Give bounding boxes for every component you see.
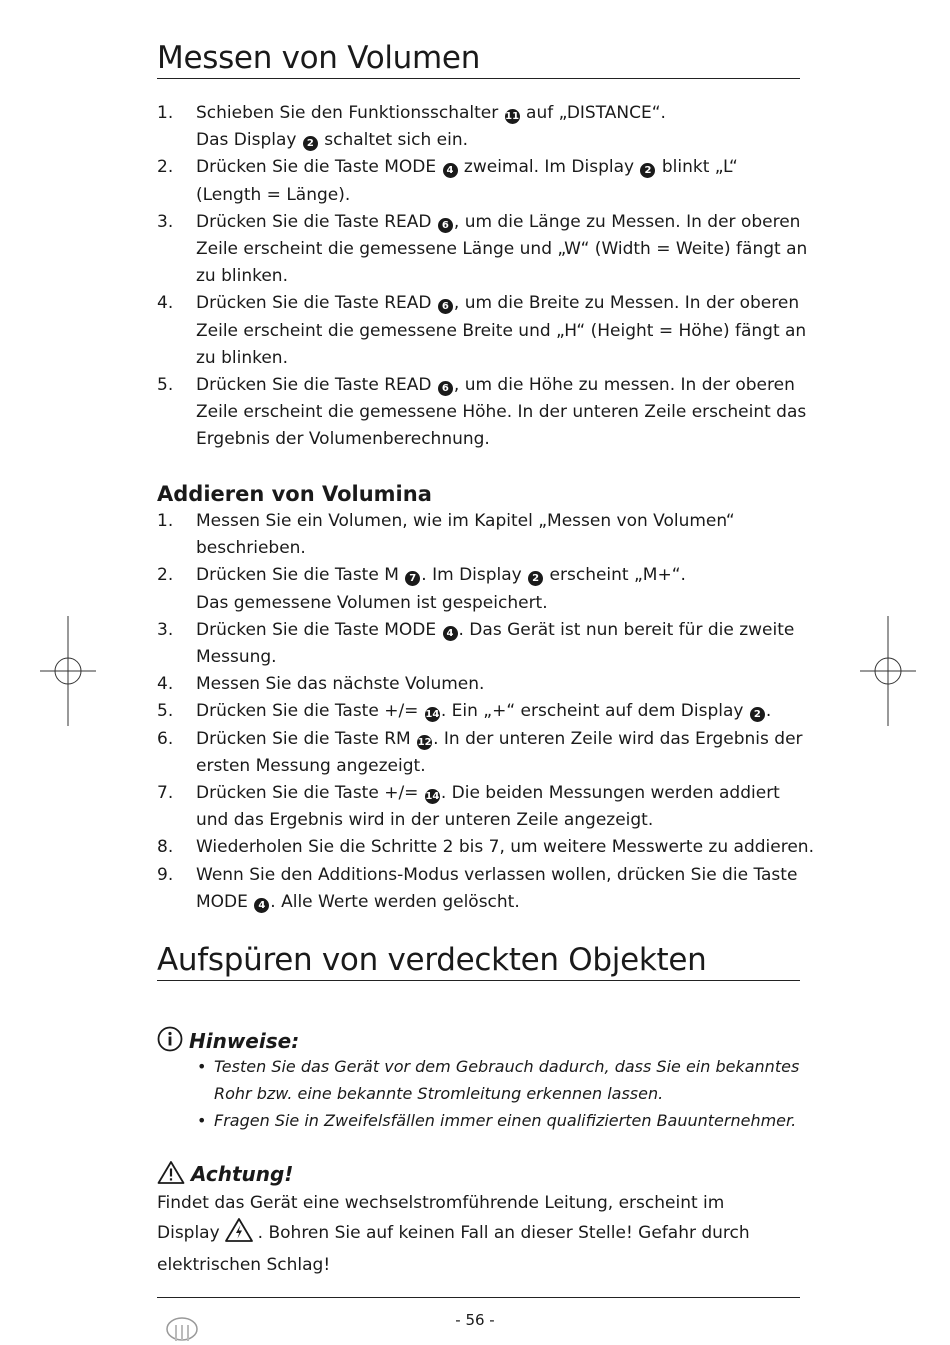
warning-triangle-icon [157,1160,185,1191]
hint-item [197,1053,807,1107]
step-text: Drücken Sie die Taste MODE [196,619,442,640]
section-title-messen-von-volumen: Messen von Volumen [157,38,800,79]
part-reference-number: 6 [438,381,453,396]
part-reference-number: 4 [443,163,458,178]
hint-text: Testen Sie das Gerät vor dem Gebrauch dadurch, dass Sie ein bekanntes Rohr bzw. eine bekannte Stromleitung erkennen lassen. [214,1057,800,1104]
footer-rule [157,1297,800,1298]
step-number: 2. [157,157,174,178]
list-item [157,834,817,861]
step-text: Wiederholen Sie die Schritte 2 bis 7, um weitere Messwerte zu addieren. [196,837,814,858]
part-reference-number: 2 [640,163,655,178]
part-reference-number: 6 [438,299,453,314]
step-text: Drücken Sie die Taste RM [196,728,417,749]
step-text: . In der unteren Zeile wird das Ergebnis der ersten Messung angezeigt. [196,728,803,776]
step-text: Messen Sie das nächste Volumen. [196,674,485,695]
crosshair-icon [860,616,916,730]
step-number: 9. [157,864,174,885]
page-number: - 56 - [455,1311,495,1329]
list-item [157,290,817,372]
warning-text [157,1190,757,1280]
step-text: , um die Breite zu Messen. In der oberen Zeile erscheint die gemessene Breite und „H“ (Height = Höhe) fängt an zu blinken. [196,293,807,368]
list-item [157,726,817,780]
list-item [157,372,817,454]
step-text: , um die Höhe zu messen. In der oberen Zeile erscheint die gemessene Höhe. In der unteren Zeile erscheint das Ergebnis der Volumenberechnung. [196,375,807,450]
part-reference-number: 4 [254,898,269,913]
step-text: Drücken Sie die Taste MODE [196,157,442,178]
list-item [157,508,817,562]
step-number: 2. [157,565,174,586]
step-text: . Die beiden Messungen werden addiert und das Ergebnis wird in der unteren Zeile angezeigt. [196,783,780,831]
part-reference-number: 12 [417,736,432,748]
warning-label: Achtung! [191,1162,294,1186]
info-circle-icon [157,1026,183,1058]
step-text: Drücken Sie die Taste READ [196,375,437,396]
part-reference-number: 6 [438,218,453,233]
list-item [157,780,817,834]
part-reference-number: 14 [425,709,440,721]
step-text: blinkt „L“ [656,157,738,178]
steps-messen-von-volumen [157,100,817,454]
subsection-title-addieren-von-volumina: Addieren von Volumina [157,482,432,506]
step-number: 7. [157,783,174,804]
list-item [157,698,817,725]
list-item [157,671,817,698]
step-number: 3. [157,619,174,640]
part-reference-number: 7 [405,571,420,586]
step-text: Schieben Sie den Funktionsschalter [196,103,504,123]
step-text: zweimal. Im Display [458,157,640,178]
high-voltage-warning-icon [224,1217,254,1252]
warning-heading [157,1160,293,1191]
bullet-icon: • [197,1111,207,1131]
step-text: . Das Gerät ist nun bereit für die zweite Messung. [196,619,795,668]
step-number: 8. [157,837,174,858]
step-text: . Alle Werte werden gelöscht. [270,891,520,912]
step-text: Das Display [196,130,302,151]
step-number: 1. [157,511,174,531]
list-item [157,617,817,671]
hints-list [197,1053,807,1135]
list-item [157,100,817,154]
bullet-icon: • [197,1057,207,1076]
hint-item [197,1107,807,1134]
step-text: Wenn Sie den Additions-Modus verlassen wollen, drücken Sie die Taste MODE [196,864,798,912]
step-text: Drücken Sie die Taste READ [196,293,437,314]
list-item [157,862,817,916]
step-text: auf „DISTANCE“. [520,103,666,123]
step-text: Drücken Sie die Taste READ [196,211,437,232]
step-text: , um die Länge zu Messen. In der oberen Zeile erscheint die gemessene Länge und „W“ (Width = Weite) fängt an zu blinken. [196,211,808,287]
step-number: 4. [157,674,174,695]
warning-text-after: . Bohren Sie auf keinen Fall an dieser Stelle! Gefahr durch elektrischen Schlag! [157,1223,750,1276]
part-reference-number: 2 [750,707,765,722]
hint-text: Fragen Sie in Zweifelsfällen immer einen qualifizierten Bauunternehmer. [214,1111,797,1131]
step-text: erscheint „M+“. [544,565,686,586]
part-reference-number: 2 [528,571,543,586]
step-text: Drücken Sie die Taste +/= [196,783,424,804]
step-text: Messen Sie ein Volumen, wie im Kapitel „Messen von Volumen“ beschrieben. [196,511,735,559]
step-number: 4. [157,293,174,314]
step-text: Das gemessene Volumen ist gespeichert. [196,592,548,613]
step-text: schaltet sich ein. [318,130,469,151]
step-text: . Ein „+“ erscheint auf dem Display [440,701,749,722]
step-text: Drücken Sie die Taste +/= [196,701,424,722]
hints-label: Hinweise: [189,1029,300,1053]
part-reference-number: 4 [443,626,458,641]
step-text: Drücken Sie die Taste M [196,565,405,586]
step-number: 5. [157,701,174,722]
step-number: 6. [157,728,174,749]
part-reference-number: 11 [505,111,520,122]
step-number: 1. [157,103,174,123]
step-text: . Im Display [421,565,528,586]
warning-text-before: Findet das Gerät eine wechselstromführende Leitung, erscheint im Display [157,1193,725,1244]
step-text: . [765,701,772,722]
step-text: (Length = Länge). [196,184,351,205]
list-item [157,562,817,616]
part-reference-number: 2 [303,136,318,151]
step-number: 5. [157,375,174,396]
section-title-aufspueren: Aufspüren von verdeckten Objekten [157,940,800,981]
part-reference-number: 14 [425,791,440,803]
list-item [157,154,817,208]
step-number: 3. [157,211,174,232]
crosshair-icon [40,616,96,730]
steps-addieren-von-volumina [157,508,817,916]
list-item [157,209,817,291]
